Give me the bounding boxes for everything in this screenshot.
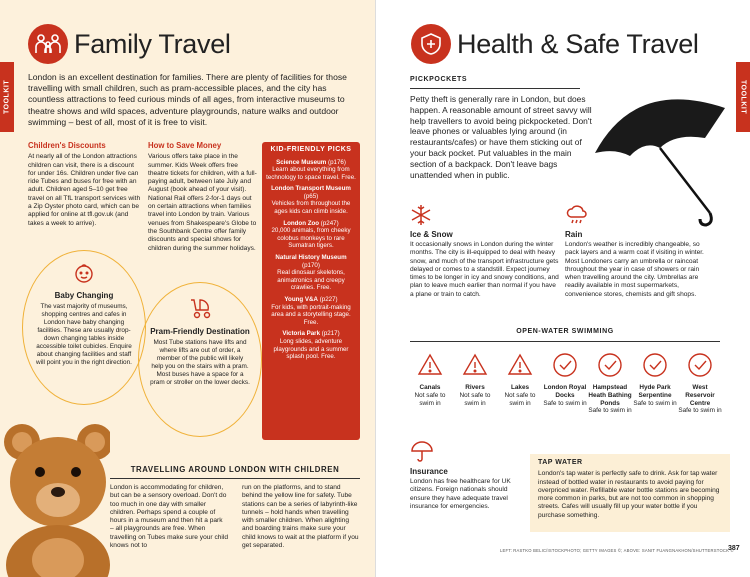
rain-section: [565, 230, 715, 299]
kid-pick-desc: Long slides, adventure playgrounds and a summer splash pool. Free.: [273, 337, 349, 361]
open-water-item: [408, 352, 452, 407]
rain-text: London's weather is incredibly changeable, so pack layers and a warm coat if visiting in winter. Most Londoners carry an umbrella or raincoat throughout the year in case of showers or rain when travelling around the city. Umbrellas are readily available in most supermarkets, convenience stores, chemists and gift shops.: [565, 241, 704, 298]
kid-pick-item: [266, 159, 356, 182]
baby-icon: [34, 262, 134, 292]
open-water-name: Canals: [419, 384, 441, 391]
health-title: Health & Safe Travel: [457, 28, 699, 59]
kid-friendly-box: [262, 142, 360, 440]
open-water-item: [498, 352, 542, 407]
discounts-title: Children's Discounts: [28, 141, 106, 150]
kid-pick-item: [266, 220, 356, 250]
open-water-status: Not safe to swim in: [459, 391, 491, 407]
family-icon: [28, 24, 68, 64]
tap-water-box: [530, 454, 730, 532]
kid-pick-page: (p247): [320, 219, 339, 227]
travelling-title: TRAVELLING AROUND LONDON WITH CHILDREN: [130, 465, 340, 474]
kid-title: KID-FRIENDLY PICKS: [270, 146, 352, 153]
kid-pick-desc: Learn about everything from technology to space travel. Free.: [266, 166, 356, 181]
kid-pick-page: (p170): [302, 261, 320, 269]
kid-pick-name: London Transport Museum: [271, 185, 351, 193]
toolkit-tab-left: TOOLKIT: [0, 62, 14, 132]
kid-pick-name: Victoria Park: [282, 330, 321, 338]
open-water-item: [588, 352, 632, 415]
open-water-status: Safe to swim in: [588, 407, 632, 415]
travelling-col-1: London is accommodating for children, but can be a sensory overload. Don't do too much in one day with smaller children. Perhaps spend a couple of hours in a museum and then hit a park – all playgrounds are free. When travelling on Tubes make sure your child knows not to: [110, 484, 229, 550]
teddy-bear-photo: [0, 400, 110, 577]
save-text: Various offers take place in the summer. Kids Week offers free theatre tickets for children, with a full-paying adult, between late July and August (book ahead of your visit). National Rail offers 2-for-1 days out on certain attractions when families travel into London by train. Various venues from Shakespeare's Globe to the Southbank Centre offer family discounts and special shows for children during the summer holidays.: [148, 153, 257, 252]
kid-pick-desc: Vehicles from throughout the ages kids can climb inside.: [271, 200, 351, 216]
discounts-text: At nearly all of the London attractions children can visit, there is a discount for under 16s. Children under five can ride Tubes and buses for free with an adult. Children aged 5–10 get free travel on all TfL transport services with a Zip Oyster photo card, which can be applied for online at tfl.gov.uk (and takes a week to arrive).: [28, 153, 141, 227]
pickpockets-title: PICKPOCKETS: [410, 76, 468, 83]
open-water-item: [453, 352, 497, 407]
snowflake-icon: [410, 204, 432, 231]
kid-pick-name: Science Museum: [276, 158, 327, 166]
kid-pick-page: (p176): [328, 158, 346, 166]
ice-text: It occasionally snows in London during the winter months. The city is ill-equipped to deal with heavy snow, and much of the transport infrastructure gets delayed or comes to a standstill. Expect journey times to be longer in icy and snowy conditions, and plan to leave much earlier than normal if you have a plane or train to catch.: [410, 241, 559, 298]
umbrella-icon: [410, 440, 434, 467]
warning-icon: [462, 352, 488, 378]
open-water-status: Not safe to swim in: [414, 391, 446, 407]
open-water-status: Safe to swim in: [633, 399, 677, 407]
open-water-status: Safe to swim in: [678, 407, 722, 415]
tap-water-title: TAP WATER: [538, 459, 583, 466]
kid-pick-page: (p65): [303, 192, 319, 200]
family-header: [28, 24, 231, 64]
baby-section: [34, 262, 134, 367]
pickpockets-rule: [410, 88, 580, 89]
rain-title: Rain: [565, 230, 583, 239]
travelling-col-2: run on the platforms, and to stand behind the yellow line for safety. Tube stations can be a series of labyrinth-like tunnels – hold hands when travelling with smaller children. When alighting and boarding trains make sure your child knows to wait at the platform if you get separated.: [242, 484, 359, 550]
open-water-name: London Royal Docks: [543, 384, 587, 399]
ice-section: [410, 230, 560, 299]
kid-pick-name: Natural History Museum: [275, 254, 347, 262]
pickpockets-text: Petty theft is generally rare in London, but does happen. A reasonable amount of street savvy will help travellers to avoid being pickpocketed. Don't leave phones or valuables lying around (in restaurants/cafes) or have them sticking out of your back pocket. Put valuables in the main section of a backpack. Don't leave bags unattended when in public.: [410, 94, 592, 180]
kid-pick-desc: For kids, with portrait-making area and a storytelling stage. Free.: [271, 303, 351, 326]
family-intro: London is an excellent destination for families. There are plenty of facilities for those travelling with small children, such as pram-accessible places, and the city has countless attractions to feed curious minds of all ages, from interactive museums to theatre shows and wild spaces, adventure playgrounds, nature walks and outdoor swimming – best of all, most of it is free to visit.: [28, 72, 347, 127]
pram-icon: [150, 296, 250, 328]
baby-title: Baby Changing: [54, 291, 114, 300]
check-icon: [687, 352, 713, 378]
umbrella-photo: [590, 78, 735, 228]
pram-text: Most Tube stations have lifts and where lifts are out of order, a member of the public will likely help you on the stairs with a pram. Most buses have a space for a pram or stroller on the lower decks.: [150, 339, 250, 386]
kid-pick-item: [266, 185, 356, 215]
warning-icon: [507, 352, 533, 378]
health-header: [411, 24, 699, 64]
family-title: Family Travel: [74, 28, 231, 59]
kid-pick-item: [266, 296, 356, 326]
insurance-section: [410, 467, 522, 511]
open-water-name: West Reservoir Centre: [685, 384, 715, 407]
toolkit-tab-right: TOOLKIT: [736, 62, 750, 132]
open-water-status: Safe to swim in: [543, 399, 587, 407]
discounts-section: [28, 142, 143, 228]
insurance-title: Insurance: [410, 467, 448, 476]
rain-cloud-icon: [565, 204, 589, 231]
ice-title: Ice & Snow: [410, 230, 453, 239]
photo-credit: LEFT: RASTKO BELIC/ISTOCKPHOTO; GETTY IMAGES ©; ABOVE: SANIT FUANGNAKHON/SHUTTERSTOCK ©: [500, 548, 734, 553]
page-number: 387: [728, 545, 740, 552]
open-water-item: [633, 352, 677, 407]
open-water-name: Lakes: [510, 384, 530, 391]
kid-pick-desc: 20,000 animals, from cheeky colobus monkeys to rare Sumatran tigers.: [271, 227, 351, 250]
baby-text: The vast majority of museums, shopping centres and cafes in London have baby changing facilities. These are usually drop-down changing tables inside accessible toilet cubicles. Enquire about changing facilities and staff will point you in the right direction.: [36, 303, 132, 366]
kid-pick-page: (p217): [321, 330, 340, 338]
kid-list: [266, 159, 356, 361]
check-icon: [597, 352, 623, 378]
open-water-title: OPEN-WATER SWIMMING: [516, 328, 614, 335]
open-water-name: Rivers: [465, 384, 485, 391]
first-aid-icon: [411, 24, 451, 64]
warning-icon: [417, 352, 443, 378]
open-water-item: [543, 352, 587, 407]
open-water-name: Hampstead Heath Bathing Ponds: [588, 384, 632, 407]
check-icon: [552, 352, 578, 378]
kid-pick-item: [266, 330, 356, 360]
pram-title: Pram-Friendly Destination: [150, 327, 250, 336]
kid-pick-name: Young V&A: [284, 296, 318, 303]
kid-pick-page: (p227): [319, 296, 338, 303]
open-water-name: Hyde Park Serpentine: [638, 384, 672, 399]
check-icon: [642, 352, 668, 378]
travelling-rule: [110, 478, 360, 479]
kid-pick-item: [266, 254, 356, 292]
save-title: How to Save Money: [148, 141, 222, 150]
open-water-item: [678, 352, 722, 415]
kid-pick-name: London Zoo: [283, 219, 320, 227]
open-water-status: Not safe to swim in: [504, 391, 536, 407]
save-section: [148, 142, 258, 253]
open-water-rule: [410, 341, 720, 342]
insurance-text: London has free healthcare for UK citizens. Foreign nationals should ensure they have adequate travel insurance for emergencies.: [410, 478, 511, 510]
pram-section: [150, 296, 250, 387]
kid-pick-desc: Real dinosaur skeletons, animatronics and creepy crawlies. Free.: [277, 269, 345, 292]
tap-water-text: London's tap water is perfectly safe to drink. Ask for tap water instead of bottled water in restaurants to avoid paying for overpriced water. Refillable water bottle stations are becoming more common in parks, but are not too common in shopping streets. Cafes will usually fill up your water bottle if you purchase something.: [538, 470, 720, 519]
